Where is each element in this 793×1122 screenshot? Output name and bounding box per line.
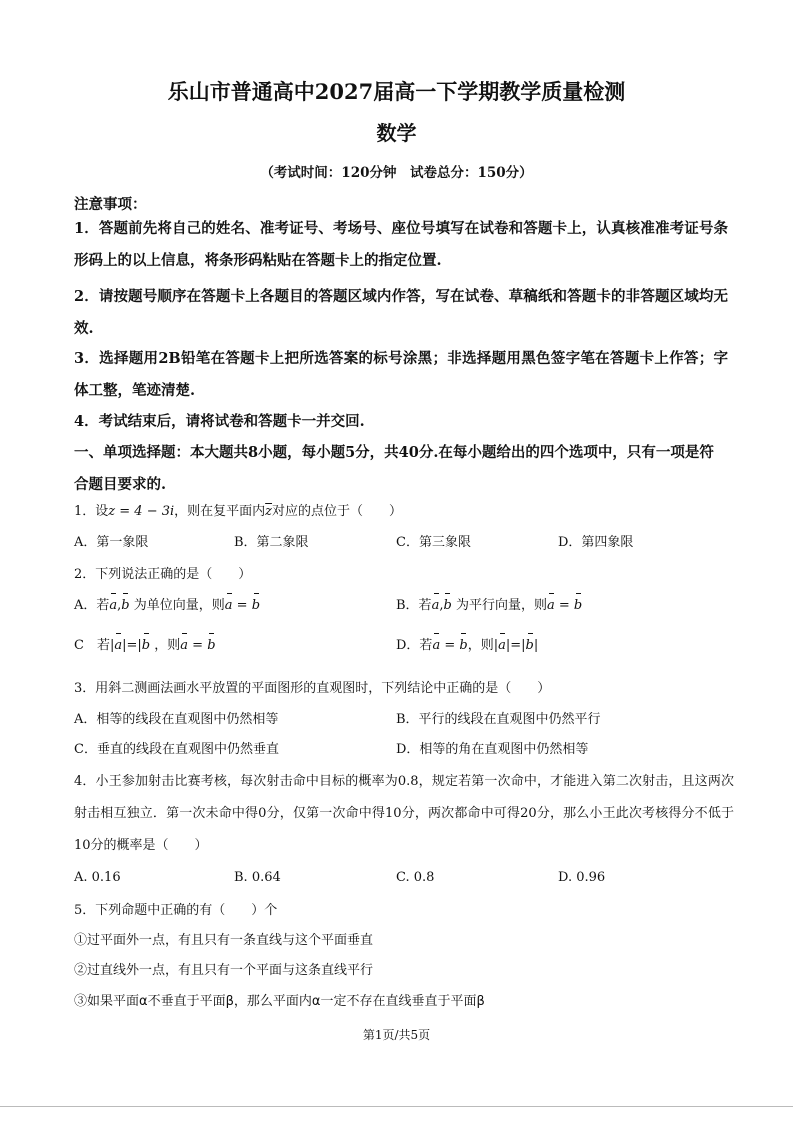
- q1-option-c[interactable]: C．第三象限: [396, 535, 471, 550]
- q2-a-prefix: A．若: [74, 598, 110, 613]
- q1-z-expression: z = 4 − 3i: [108, 504, 175, 519]
- q5-s3-d: 一定不存在直线垂直于平面: [320, 994, 477, 1009]
- q1-stem-a: 1．设: [74, 504, 109, 519]
- page-footer: 第1页/共5页: [362, 1028, 431, 1042]
- q3-option-a[interactable]: A．相等的线段在直观图中仍然相等: [74, 712, 279, 727]
- exam-title: 乐山市普通高中2027届高一下学期教学质量检测: [167, 79, 626, 104]
- q2-d-middle: ，则: [467, 638, 494, 653]
- alpha-symbol: α: [139, 994, 148, 1009]
- q1-stem-b: ，则在复平面内: [174, 504, 266, 519]
- beta-symbol-2: β: [476, 994, 485, 1009]
- exam-info: （考试时间：120分钟 试卷总分：150分）: [260, 165, 533, 181]
- q2-b-middle: 为平行向量，则: [455, 598, 547, 613]
- q2-option-b[interactable]: B．若a,b 为平行向量，则a = b: [396, 594, 582, 618]
- q3-options-row-1: [74, 708, 734, 732]
- q2-option-a[interactable]: A．若a,b 为单位向量，则a = b: [74, 594, 260, 618]
- notice-item-2: 2．请按题号顺序在答题卡上各题目的答题区域内作答，写在试卷、草稿纸和答题卡的非答题区域均无效.: [74, 288, 728, 337]
- q2-option-d[interactable]: D．若a = b，则|a|=|b|: [396, 634, 538, 658]
- q5-statement-1: ①过平面外一点，有且只有一条直线与这个平面垂直: [74, 933, 374, 948]
- q5-statement-3: [74, 987, 734, 1017]
- q1-options: [74, 531, 734, 555]
- exam-subject: 数学: [376, 121, 417, 145]
- q3-option-d[interactable]: D．相等的角在直观图中仍然相等: [396, 742, 589, 757]
- question-1: [74, 497, 734, 527]
- notice-heading: 注意事项：: [74, 196, 147, 213]
- notice-item-1: 1．答题前先将自己的姓名、准考证号、考场号、座位号填写在试卷和答题卡上，认真核准准考证号条形码上的以上信息，将条形码粘贴在答题卡上的指定位置.: [74, 220, 728, 269]
- q2-options-row-1: [74, 594, 734, 618]
- q1-option-b[interactable]: B．第二象限: [234, 535, 309, 550]
- q2-option-c[interactable]: C 若|a|=|b ，则a = b: [74, 634, 216, 658]
- q4-options: [74, 866, 734, 890]
- q4-option-d[interactable]: D. 0.96: [558, 870, 606, 885]
- q2-a-middle: 为单位向量，则: [133, 598, 225, 613]
- q5-statement-2: ②过直线外一点，有且只有一个平面与这条直线平行: [74, 963, 374, 978]
- notice-item-3: 3．选择题用2B铅笔在答题卡上把所选答案的标号涂黑；非选择题用黑色签字笔在答题卡上作答；字体工整，笔迹清楚.: [74, 350, 728, 399]
- q2-options-row-2: [74, 634, 734, 658]
- q5-s3-c: ，那么平面内: [233, 994, 312, 1009]
- q5-s3-a: ③如果平面: [74, 994, 140, 1009]
- q3-option-b[interactable]: B．平行的线段在直观图中仍然平行: [396, 712, 601, 727]
- beta-symbol: β: [225, 994, 234, 1009]
- q2-c-middle: ，则: [154, 638, 181, 653]
- q4-option-b[interactable]: B. 0.64: [234, 870, 281, 885]
- q3-options-row-2: [74, 738, 734, 762]
- page-divider: [0, 1106, 793, 1107]
- q2-c-prefix: C 若: [74, 638, 110, 653]
- q1-z-conjugate: $\overline{z}$: [265, 504, 273, 519]
- q2-d-prefix: D．若: [396, 638, 433, 653]
- q1-option-d[interactable]: D．第四象限: [558, 535, 634, 550]
- notice-item-4: 4．考试结束后，请将试卷和答题卡一并交回.: [74, 413, 365, 430]
- q5-s3-b: 不垂直于平面: [147, 994, 226, 1009]
- q4-option-a[interactable]: A. 0.16: [74, 870, 121, 885]
- section-heading: 一、单项选择题：本大题共8小题，每小题5分，共40分.在每小题给出的四个选项中，只有一项是符合题目要求的.: [74, 444, 714, 493]
- q2-b-prefix: B．若: [396, 598, 432, 613]
- q3-option-c[interactable]: C．垂直的线段在直观图中仍然垂直: [74, 742, 279, 757]
- q1-stem-c: 对应的点位于（ ）: [272, 504, 403, 519]
- question-3-stem: 3．用斜二测画法画水平放置的平面图形的直观图时，下列结论中正确的是（ ）: [74, 681, 551, 696]
- q4-option-c[interactable]: C. 0.8: [396, 870, 435, 885]
- q1-option-a[interactable]: A．第一象限: [74, 535, 149, 550]
- alpha-symbol-2: α: [311, 994, 321, 1009]
- question-5-stem: 5．下列命题中正确的有（ ）个: [74, 903, 278, 918]
- question-2-stem: 2．下列说法正确的是（ ）: [74, 567, 252, 582]
- question-4-text: 4．小王参加射击比赛考核，每次射击命中目标的概率为0.8，规定若第一次命中，才能进入第二次射击，且这两次射击相互独立．第一次未命中得0分，仅第一次命中得10分，两次都命中可得20分，那么小王此次考核得分不低于10分的概率是（ ）: [74, 774, 734, 853]
